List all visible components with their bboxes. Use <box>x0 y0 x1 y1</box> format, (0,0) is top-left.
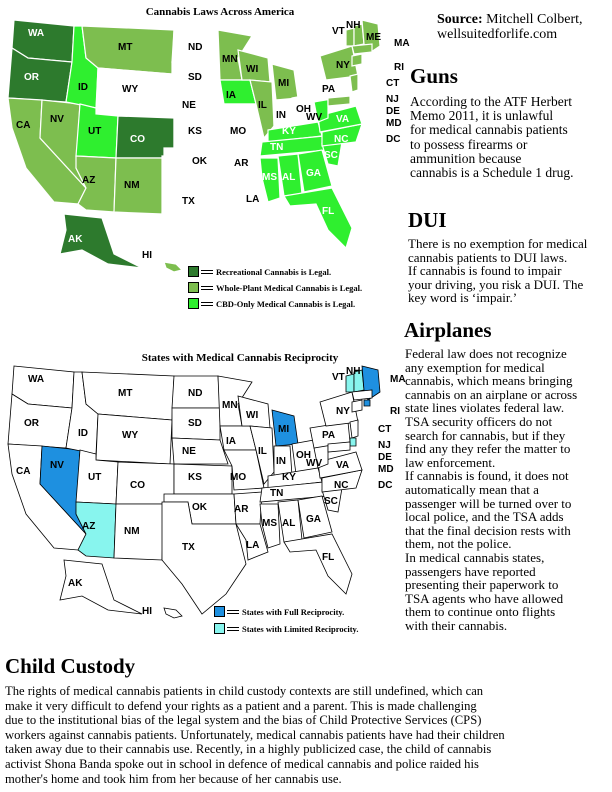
svg-text:GA: GA <box>306 168 321 179</box>
svg-text:ND: ND <box>188 42 203 53</box>
svg-text:OK: OK <box>192 156 207 167</box>
text-line: The rights of medical cannabis patients in child custody contexts are still undefined, which can <box>5 684 484 698</box>
svg-text:WA: WA <box>28 28 45 39</box>
source-site: wellsuitedforlife.com <box>437 27 558 42</box>
legend-swatch <box>214 623 225 634</box>
text-line: automatically mean that a <box>405 481 539 497</box>
text-line: In medical cannabis states, <box>405 549 545 565</box>
svg-text:KS: KS <box>188 472 202 483</box>
custody-heading: Child Custody <box>5 654 136 678</box>
text-line: any exemption for medical <box>405 359 545 375</box>
text-line: cannabis on an airplane or across <box>405 386 578 402</box>
guns-heading: Guns <box>410 64 458 88</box>
svg-text:RI: RI <box>390 406 400 417</box>
map1-legend-cbd <box>188 298 355 309</box>
svg-text:ID: ID <box>78 82 88 93</box>
svg-text:SC: SC <box>324 496 338 507</box>
svg-text:AR: AR <box>234 158 249 169</box>
svg-text:TN: TN <box>270 488 284 499</box>
svg-text:NV: NV <box>50 114 64 125</box>
text-line: presenting their paperwork to <box>405 577 559 593</box>
svg-text:OH: OH <box>296 104 311 115</box>
text-line: passengers have reported <box>405 563 536 579</box>
legend-dash <box>201 270 213 274</box>
svg-text:HI: HI <box>142 250 152 261</box>
svg-text:NM: NM <box>124 180 140 191</box>
svg-text:IL: IL <box>258 446 267 457</box>
svg-text:CO: CO <box>130 134 145 145</box>
svg-text:LA: LA <box>246 540 260 551</box>
svg-text:NY: NY <box>336 406 350 417</box>
svg-text:MI: MI <box>278 78 290 89</box>
svg-text:WV: WV <box>306 112 323 123</box>
svg-text:VT: VT <box>332 372 345 383</box>
text-line: them to continue onto flights <box>405 604 556 620</box>
svg-text:NV: NV <box>50 460 64 471</box>
svg-text:SD: SD <box>188 418 202 429</box>
legend-dash <box>201 286 213 290</box>
svg-text:UT: UT <box>88 472 102 483</box>
svg-text:PA: PA <box>322 84 336 95</box>
svg-text:KY: KY <box>282 472 296 483</box>
svg-text:MS: MS <box>262 518 277 529</box>
svg-text:IN: IN <box>276 456 286 467</box>
svg-text:OR: OR <box>24 72 39 83</box>
legend-dash <box>201 302 213 306</box>
legend-dash <box>227 627 239 631</box>
text-line: to possess firearms or <box>410 136 528 152</box>
source-name: Mitchell Colbert, <box>486 12 583 27</box>
svg-text:AK: AK <box>68 578 83 589</box>
svg-text:CT: CT <box>386 78 400 89</box>
map1-title: Cannabis Laws Across America <box>145 6 295 18</box>
svg-text:NE: NE <box>182 446 196 457</box>
text-line: taken away due to their cannabis use. Recently, in a highly publicized case, the child of cannabis <box>5 742 492 757</box>
svg-text:KS: KS <box>188 126 202 137</box>
svg-text:DC: DC <box>378 480 393 491</box>
svg-text:TX: TX <box>182 196 195 207</box>
legend-label: Recreational Cannabis is Legal. <box>216 266 332 277</box>
text-line: for medical cannabis patients <box>410 122 568 138</box>
legend-swatch <box>188 298 199 309</box>
guns-text <box>410 95 573 180</box>
text-line: make it very difficult to defend your rights as a patient and a parent. This is made challenging <box>5 698 477 713</box>
text-line: that the final decision rests with <box>405 522 571 538</box>
map1-legend-recreational <box>188 266 331 277</box>
svg-text:WA: WA <box>28 374 45 385</box>
source-label: Source: <box>437 12 483 27</box>
svg-text:OR: OR <box>24 418 39 429</box>
svg-text:NC: NC <box>334 480 349 491</box>
svg-text:DE: DE <box>386 106 400 117</box>
svg-text:TN: TN <box>270 142 284 153</box>
svg-text:LA: LA <box>246 194 260 205</box>
text-line: law enforcement. <box>405 454 496 470</box>
svg-text:VT: VT <box>332 26 345 37</box>
text-line: cannabis, which means bringing <box>405 373 573 389</box>
text-line: them, not the police. <box>405 536 512 552</box>
svg-text:MD: MD <box>378 464 394 475</box>
svg-text:WY: WY <box>122 430 139 441</box>
svg-text:ME: ME <box>366 32 381 43</box>
text-line: TSA agents who have allowed <box>405 590 564 606</box>
svg-text:NE: NE <box>182 100 196 111</box>
legend-swatch <box>188 282 199 293</box>
svg-text:AL: AL <box>282 172 296 183</box>
text-line: cannabis is a Schedule 1 drug. <box>410 165 574 181</box>
text-line: Federal law does not recognize <box>405 346 567 361</box>
text-line: If cannabis is found, it does not <box>405 468 569 484</box>
text-line: with their cannabis. <box>405 617 508 633</box>
custody-text <box>5 684 505 786</box>
text-line: state lines violates federal law. <box>405 400 565 416</box>
text-line: search for cannabis, but if they <box>405 427 566 443</box>
legend-label: Whole-Plant Medical Cannabis is Legal. <box>216 282 363 293</box>
svg-text:KY: KY <box>282 126 296 137</box>
svg-text:HI: HI <box>142 606 152 617</box>
airplanes-heading: Airplanes <box>404 318 492 342</box>
text-line: workers against cannabis patients. Unfortunately, medical cannabis patients have had their children <box>5 727 505 742</box>
svg-text:MI: MI <box>278 424 290 435</box>
svg-text:VA: VA <box>336 460 350 471</box>
svg-text:IA: IA <box>226 436 236 447</box>
svg-text:ND: ND <box>188 388 203 399</box>
cannabis-laws-map <box>6 18 410 288</box>
map1-legend-whole-plant <box>188 282 362 293</box>
svg-text:NJ: NJ <box>386 94 399 105</box>
reciprocity-map <box>6 364 406 634</box>
airplanes-text <box>405 347 577 632</box>
svg-text:CA: CA <box>16 466 31 477</box>
text-line: due to the institutional bias of the legal system and the bias of Child Protective Services (CPS) <box>5 713 482 728</box>
state-nj <box>350 74 358 92</box>
text-line: ammunition because <box>410 150 522 166</box>
svg-text:AZ: AZ <box>82 521 96 532</box>
dui-text <box>408 237 587 305</box>
svg-text:VA: VA <box>336 114 350 125</box>
map2-title: States with Medical Cannabis Reciprocity <box>141 352 339 364</box>
state-ri <box>364 400 370 406</box>
svg-text:IA: IA <box>226 90 236 101</box>
svg-text:MS: MS <box>262 172 277 183</box>
svg-text:NJ: NJ <box>378 440 391 451</box>
svg-text:OH: OH <box>296 450 311 461</box>
text-line: According to the ATF Herbert <box>410 94 572 109</box>
svg-text:MT: MT <box>118 42 133 53</box>
svg-text:MD: MD <box>386 118 402 129</box>
text-line: TSA security officers do not <box>405 413 553 429</box>
state-md <box>328 96 350 106</box>
text-line: If cannabis is found to impair <box>408 263 562 279</box>
svg-text:CA: CA <box>16 120 31 131</box>
svg-text:UT: UT <box>88 126 102 137</box>
svg-text:WY: WY <box>122 84 139 95</box>
svg-text:IN: IN <box>276 110 286 121</box>
svg-text:NM: NM <box>124 526 140 537</box>
svg-text:NH: NH <box>346 366 361 377</box>
svg-text:WI: WI <box>246 64 259 75</box>
svg-text:CO: CO <box>130 480 145 491</box>
svg-text:SD: SD <box>188 72 202 83</box>
legend-label: States with Full Reciprocity. <box>242 606 345 617</box>
svg-text:MO: MO <box>230 126 247 137</box>
text-line: activist Shona Banda spoke out in school in defence of medical cannabis and police raided his <box>5 756 479 771</box>
text-line: mother's home and took him from her because of her cannabis use. <box>5 771 342 786</box>
text-line: Memo 2011, it is unlawful <box>410 108 554 124</box>
state-ma <box>352 44 372 54</box>
svg-text:MA: MA <box>394 38 410 49</box>
state-ne <box>172 92 228 118</box>
text-line: local police, and the TSA adds <box>405 509 564 525</box>
svg-text:FL: FL <box>322 552 335 563</box>
svg-text:AZ: AZ <box>82 175 96 186</box>
svg-text:AK: AK <box>68 234 83 245</box>
svg-text:RI: RI <box>394 62 404 73</box>
text-line: cannabis patients to DUI laws. <box>408 249 568 265</box>
legend-label: CBD-Only Medical Cannabis is Legal. <box>216 298 356 309</box>
dui-heading: DUI <box>408 208 447 232</box>
svg-text:NH: NH <box>346 20 361 31</box>
svg-text:DC: DC <box>386 134 401 145</box>
svg-text:PA: PA <box>322 430 336 441</box>
svg-text:IL: IL <box>258 100 267 111</box>
svg-text:AL: AL <box>282 518 296 529</box>
svg-text:FL: FL <box>322 206 335 217</box>
text-line: passenger will be turned over to <box>405 495 572 511</box>
svg-text:MO: MO <box>230 472 247 483</box>
svg-text:MA: MA <box>390 374 406 385</box>
svg-text:AR: AR <box>234 504 249 515</box>
map2-legend-full <box>214 606 344 617</box>
legend-label: States with Limited Reciprocity. <box>242 623 359 634</box>
state-ks <box>174 118 232 148</box>
legend-swatch <box>188 266 199 277</box>
state-ct <box>352 54 362 66</box>
state-de <box>350 438 356 446</box>
legend-swatch <box>214 606 225 617</box>
svg-text:OK: OK <box>192 502 207 513</box>
svg-text:WV: WV <box>306 458 323 469</box>
svg-text:NY: NY <box>336 60 350 71</box>
svg-text:NC: NC <box>334 134 349 145</box>
text-line: There is no exemption for medical <box>408 236 588 251</box>
text-line: key word is ‘impair.’ <box>408 290 518 306</box>
legend-dash <box>227 610 239 614</box>
svg-text:GA: GA <box>306 514 321 525</box>
svg-text:MT: MT <box>118 388 133 399</box>
text-line: find any they refer the matter to <box>405 441 571 457</box>
svg-text:CT: CT <box>378 424 392 435</box>
svg-text:WI: WI <box>246 410 259 421</box>
svg-text:DE: DE <box>378 452 392 463</box>
svg-text:SC: SC <box>324 150 338 161</box>
svg-text:MN: MN <box>222 400 238 411</box>
state-hi <box>164 262 182 272</box>
text-line: your driving, you risk a DUI. The <box>408 276 584 292</box>
svg-text:MN: MN <box>222 54 238 65</box>
source-credit <box>437 12 583 42</box>
svg-text:TX: TX <box>182 542 195 553</box>
state-fl <box>284 188 352 248</box>
map2-legend-limited <box>214 623 358 634</box>
svg-text:ID: ID <box>78 428 88 439</box>
